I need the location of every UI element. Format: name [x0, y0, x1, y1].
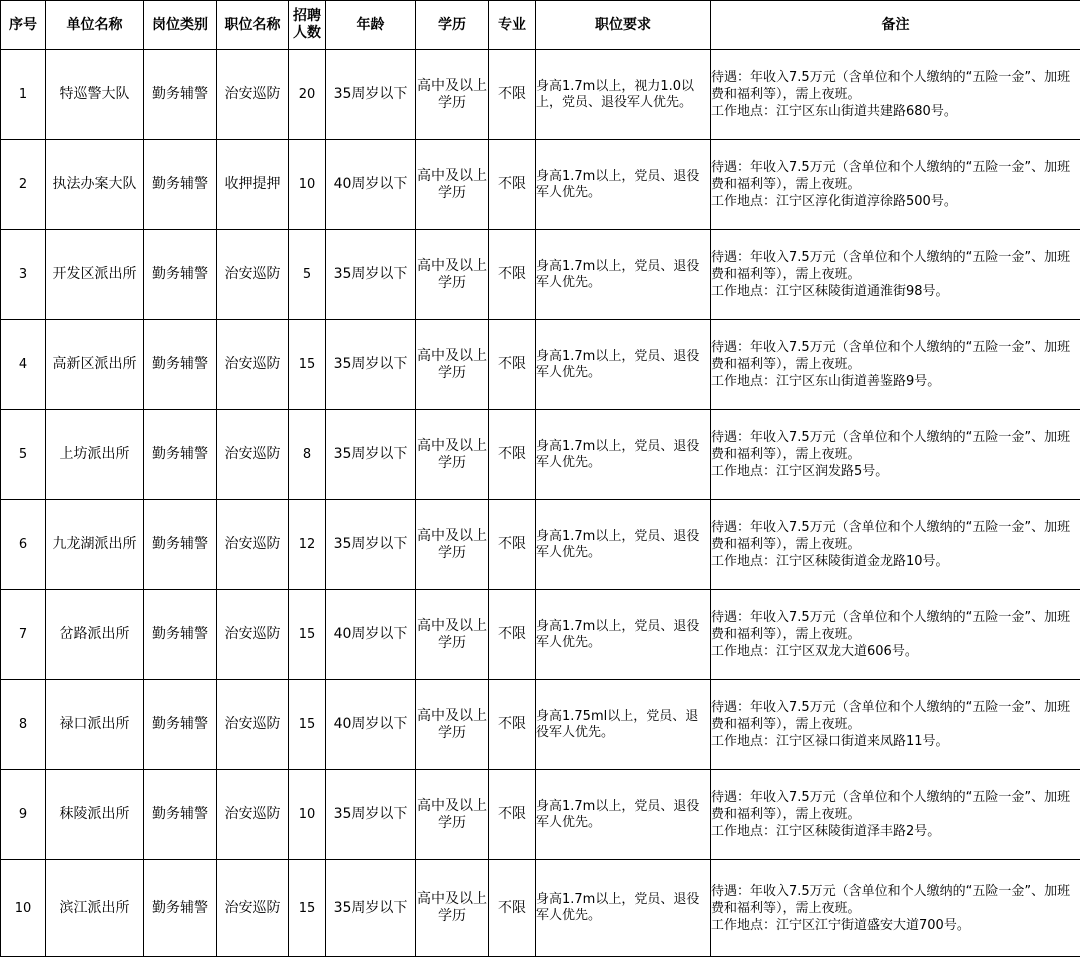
- position-name-cell: 治安巡防: [217, 590, 289, 680]
- remark-cell: [711, 230, 1080, 320]
- hire-count-cell: 15: [289, 860, 326, 957]
- requirement-cell: 身高1.7m以上，党员、退役军人优先。: [536, 320, 711, 410]
- remark-pay-text: 待遇：年收入7.5万元（含单位和个人缴纳的“五险一金”、加班费和福利等），需上夜班。: [711, 700, 1071, 732]
- remark-pay-text: 待遇：年收入7.5万元（含单位和个人缴纳的“五险一金”、加班费和福利等），需上夜班。: [711, 70, 1071, 102]
- education-cell: 高中及以上学历: [416, 50, 489, 140]
- remark-cell: [711, 50, 1080, 140]
- position-name-cell: 治安巡防: [217, 410, 289, 500]
- age-cell: 35周岁以下: [326, 230, 416, 320]
- remark-pay-text: 待遇：年收入7.5万元（含单位和个人缴纳的“五险一金”、加班费和福利等），需上夜班。: [711, 430, 1071, 462]
- remark-cell: [711, 860, 1080, 957]
- table-row: [1, 140, 1080, 230]
- age-cell: 35周岁以下: [326, 860, 416, 957]
- remark-address-text: 工作地点：江宁区秣陵街道泽丰路2号。: [711, 824, 941, 839]
- seq-cell: 2: [1, 140, 46, 230]
- education-cell: 高中及以上学历: [416, 320, 489, 410]
- remark-pay-text: 待遇：年收入7.5万元（含单位和个人缴纳的“五险一金”、加班费和福利等），需上夜班。: [711, 610, 1071, 642]
- header-age: 年龄: [326, 1, 416, 50]
- category-cell: 勤务辅警: [144, 680, 217, 770]
- category-cell: 勤务辅警: [144, 230, 217, 320]
- remark-cell: [711, 140, 1080, 230]
- position-name-cell: 治安巡防: [217, 860, 289, 957]
- header-education: 学历: [416, 1, 489, 50]
- table-row: [1, 860, 1080, 957]
- position-name-cell: 治安巡防: [217, 50, 289, 140]
- seq-cell: 9: [1, 770, 46, 860]
- major-cell: 不限: [489, 680, 536, 770]
- header-seq: 序号: [1, 1, 46, 50]
- age-cell: 40周岁以下: [326, 140, 416, 230]
- requirement-cell: 身高1.75ml以上，党员、退役军人优先。: [536, 680, 711, 770]
- table-row: [1, 410, 1080, 500]
- education-cell: 高中及以上学历: [416, 140, 489, 230]
- table-row: [1, 590, 1080, 680]
- unit-name-cell: 特巡警大队: [46, 50, 144, 140]
- education-cell: 高中及以上学历: [416, 860, 489, 957]
- unit-name-cell: 上坊派出所: [46, 410, 144, 500]
- unit-name-cell: 禄口派出所: [46, 680, 144, 770]
- remark-address-text: 工作地点：江宁区秣陵街道通淮街98号。: [711, 284, 949, 299]
- seq-cell: 3: [1, 230, 46, 320]
- remark-pay-text: 待遇：年收入7.5万元（含单位和个人缴纳的“五险一金”、加班费和福利等），需上夜班。: [711, 790, 1071, 822]
- position-name-cell: 治安巡防: [217, 320, 289, 410]
- remark-pay-text: 待遇：年收入7.5万元（含单位和个人缴纳的“五险一金”、加班费和福利等），需上夜班。: [711, 160, 1071, 192]
- age-cell: 40周岁以下: [326, 680, 416, 770]
- education-cell: 高中及以上学历: [416, 410, 489, 500]
- major-cell: 不限: [489, 860, 536, 957]
- table-row: [1, 320, 1080, 410]
- requirement-cell: 身高1.7m以上，党员、退役军人优先。: [536, 860, 711, 957]
- remark-address-text: 工作地点：江宁区禄口街道来凤路11号。: [711, 734, 949, 749]
- remark-address-text: 工作地点：江宁区江宁街道盛安大道700号。: [711, 917, 970, 933]
- header-position: 职位名称: [217, 1, 289, 50]
- major-cell: 不限: [489, 230, 536, 320]
- remark-pay-text: 待遇：年收入7.5万元（含单位和个人缴纳的“五险一金”、加班费和福利等），需上夜班。: [711, 883, 1071, 916]
- age-cell: 35周岁以下: [326, 410, 416, 500]
- major-cell: 不限: [489, 50, 536, 140]
- education-cell: 高中及以上学历: [416, 770, 489, 860]
- position-name-cell: 治安巡防: [217, 500, 289, 590]
- category-cell: 勤务辅警: [144, 320, 217, 410]
- requirement-cell: 身高1.7m以上，党员、退役军人优先。: [536, 410, 711, 500]
- requirement-cell: 身高1.7m以上，党员、退役军人优先。: [536, 590, 711, 680]
- major-cell: 不限: [489, 770, 536, 860]
- unit-name-cell: 岔路派出所: [46, 590, 144, 680]
- position-name-cell: 收押提押: [217, 140, 289, 230]
- requirement-cell: 身高1.7m以上，党员、退役军人优先。: [536, 140, 711, 230]
- hire-count-cell: 10: [289, 770, 326, 860]
- remark-cell: [711, 410, 1080, 500]
- header-row: [1, 1, 1080, 50]
- requirement-cell: 身高1.7m以上，党员、退役军人优先。: [536, 770, 711, 860]
- position-name-cell: 治安巡防: [217, 680, 289, 770]
- category-cell: 勤务辅警: [144, 500, 217, 590]
- seq-cell: 8: [1, 680, 46, 770]
- unit-name-cell: 执法办案大队: [46, 140, 144, 230]
- header-unit: 单位名称: [46, 1, 144, 50]
- remark-address-text: 工作地点：江宁区润发路5号。: [711, 464, 889, 479]
- education-cell: 高中及以上学历: [416, 680, 489, 770]
- major-cell: 不限: [489, 410, 536, 500]
- table-row: [1, 500, 1080, 590]
- hire-count-cell: 12: [289, 500, 326, 590]
- remark-pay-text: 待遇：年收入7.5万元（含单位和个人缴纳的“五险一金”、加班费和福利等），需上夜班。: [711, 520, 1071, 552]
- seq-cell: 6: [1, 500, 46, 590]
- age-cell: 40周岁以下: [326, 590, 416, 680]
- unit-name-cell: 秣陵派出所: [46, 770, 144, 860]
- major-cell: 不限: [489, 320, 536, 410]
- header-major: 专业: [489, 1, 536, 50]
- remark-cell: [711, 500, 1080, 590]
- table-body: [1, 50, 1080, 957]
- hire-count-cell: 15: [289, 590, 326, 680]
- hire-count-cell: 15: [289, 320, 326, 410]
- major-cell: 不限: [489, 590, 536, 680]
- education-cell: 高中及以上学历: [416, 500, 489, 590]
- header-remark: 备注: [711, 1, 1080, 50]
- unit-name-cell: 开发区派出所: [46, 230, 144, 320]
- seq-cell: 5: [1, 410, 46, 500]
- age-cell: 35周岁以下: [326, 500, 416, 590]
- education-cell: 高中及以上学历: [416, 590, 489, 680]
- table-row: [1, 50, 1080, 140]
- remark-address-text: 工作地点：江宁区东山街道善鉴路9号。: [711, 374, 941, 389]
- age-cell: 35周岁以下: [326, 770, 416, 860]
- hire-count-cell: 8: [289, 410, 326, 500]
- remark-pay-text: 待遇：年收入7.5万元（含单位和个人缴纳的“五险一金”、加班费和福利等），需上夜班。: [711, 340, 1071, 372]
- header-count: 招聘人数: [289, 1, 326, 50]
- requirement-cell: 身高1.7m以上，党员、退役军人优先。: [536, 230, 711, 320]
- remark-cell: [711, 320, 1080, 410]
- seq-cell: 7: [1, 590, 46, 680]
- requirement-cell: 身高1.7m以上，视力1.0以上，党员、退役军人优先。: [536, 50, 711, 140]
- remark-cell: [711, 590, 1080, 680]
- unit-name-cell: 滨江派出所: [46, 860, 144, 957]
- seq-cell: 1: [1, 50, 46, 140]
- age-cell: 35周岁以下: [326, 320, 416, 410]
- remark-address-text: 工作地点：江宁区东山街道共建路680号。: [711, 104, 957, 119]
- category-cell: 勤务辅警: [144, 50, 217, 140]
- position-name-cell: 治安巡防: [217, 230, 289, 320]
- seq-cell: 4: [1, 320, 46, 410]
- major-cell: 不限: [489, 140, 536, 230]
- remark-address-text: 工作地点：江宁区秣陵街道金龙路10号。: [711, 554, 949, 569]
- hire-count-cell: 5: [289, 230, 326, 320]
- hire-count-cell: 20: [289, 50, 326, 140]
- remark-cell: [711, 770, 1080, 860]
- remark-pay-text: 待遇：年收入7.5万元（含单位和个人缴纳的“五险一金”、加班费和福利等），需上夜班。: [711, 250, 1071, 282]
- header-requirement: 职位要求: [536, 1, 711, 50]
- seq-cell: 10: [1, 860, 46, 957]
- education-cell: 高中及以上学历: [416, 230, 489, 320]
- category-cell: 勤务辅警: [144, 410, 217, 500]
- category-cell: 勤务辅警: [144, 770, 217, 860]
- age-cell: 35周岁以下: [326, 50, 416, 140]
- hire-count-cell: 10: [289, 140, 326, 230]
- requirement-cell: 身高1.7m以上，党员、退役军人优先。: [536, 500, 711, 590]
- remark-cell: [711, 680, 1080, 770]
- major-cell: 不限: [489, 500, 536, 590]
- unit-name-cell: 九龙湖派出所: [46, 500, 144, 590]
- remark-address-text: 工作地点：江宁区双龙大道606号。: [711, 644, 918, 659]
- category-cell: 勤务辅警: [144, 590, 217, 680]
- hire-count-cell: 15: [289, 680, 326, 770]
- table-row: [1, 770, 1080, 860]
- header-category: 岗位类别: [144, 1, 217, 50]
- category-cell: 勤务辅警: [144, 860, 217, 957]
- remark-address-text: 工作地点：江宁区淳化街道淳徐路500号。: [711, 194, 957, 209]
- category-cell: 勤务辅警: [144, 140, 217, 230]
- table-row: [1, 680, 1080, 770]
- unit-name-cell: 高新区派出所: [46, 320, 144, 410]
- position-name-cell: 治安巡防: [217, 770, 289, 860]
- table-row: [1, 230, 1080, 320]
